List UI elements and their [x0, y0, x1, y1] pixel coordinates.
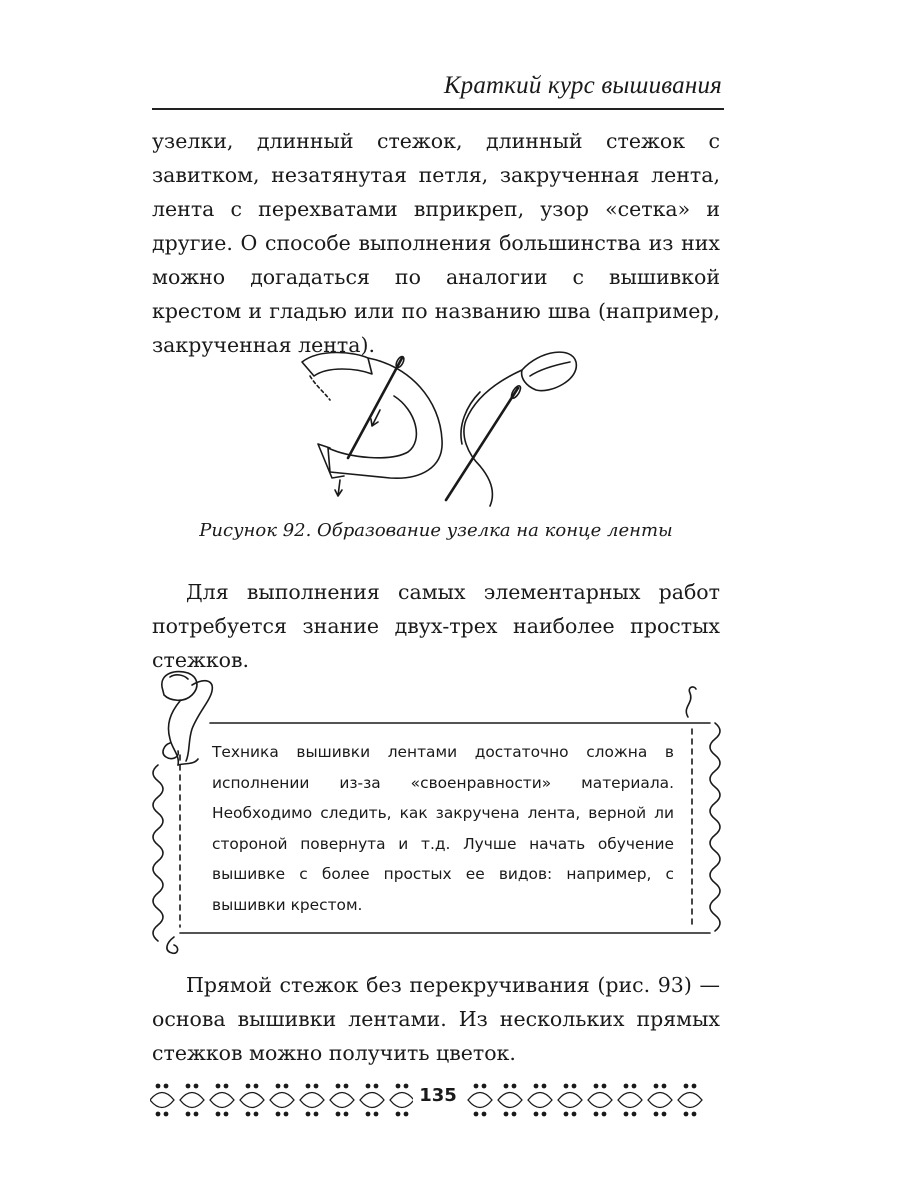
- paragraph-1: узелки, длинный стежок, длинный стежок с завитком, незатянутая петля, закрученная лента, лента с перехватами вприкреп, узор «сетка» и другие. О способе выполнения большинства из них можно догадаться по аналогии с вышивкой крестом и гладью или по названию шва (например, закрученная лента).: [152, 129, 720, 357]
- paragraph-3: Прямой стежок без перекручивания (рис. 93) — основа вышивки лентами. Из нескольких прямых стежков можно получить цветок.: [152, 973, 720, 1065]
- running-header: Краткий курс вышивания: [443, 72, 722, 99]
- header-rule: [152, 108, 724, 110]
- note-text: Техника вышивки лентами достаточно сложна в исполнении из-за «своенравности» материала. Необходимо следить, как закручена лента, верной ли стороной повернута и т.д. Лучше начать обучение вышивке с более простых ее видов: например, с вышивки крестом.: [212, 743, 674, 914]
- figure-caption: Рисунок 92. Образование узелка на конце ленты: [199, 520, 673, 541]
- figure-ribbon-knot-illustration: [290, 340, 590, 515]
- ribbon-left-icon: [302, 353, 372, 377]
- needle-right-icon: [446, 388, 518, 500]
- decorative-teapot-icon: [162, 672, 212, 765]
- page-number: 135: [413, 1085, 463, 1106]
- ribbon-right-icon: [522, 352, 577, 391]
- needle-left-icon: [348, 358, 402, 458]
- paragraph-2: Для выполнения самых элементарных работ потребуется знание двух-трех наиболее простых стежков.: [152, 580, 720, 672]
